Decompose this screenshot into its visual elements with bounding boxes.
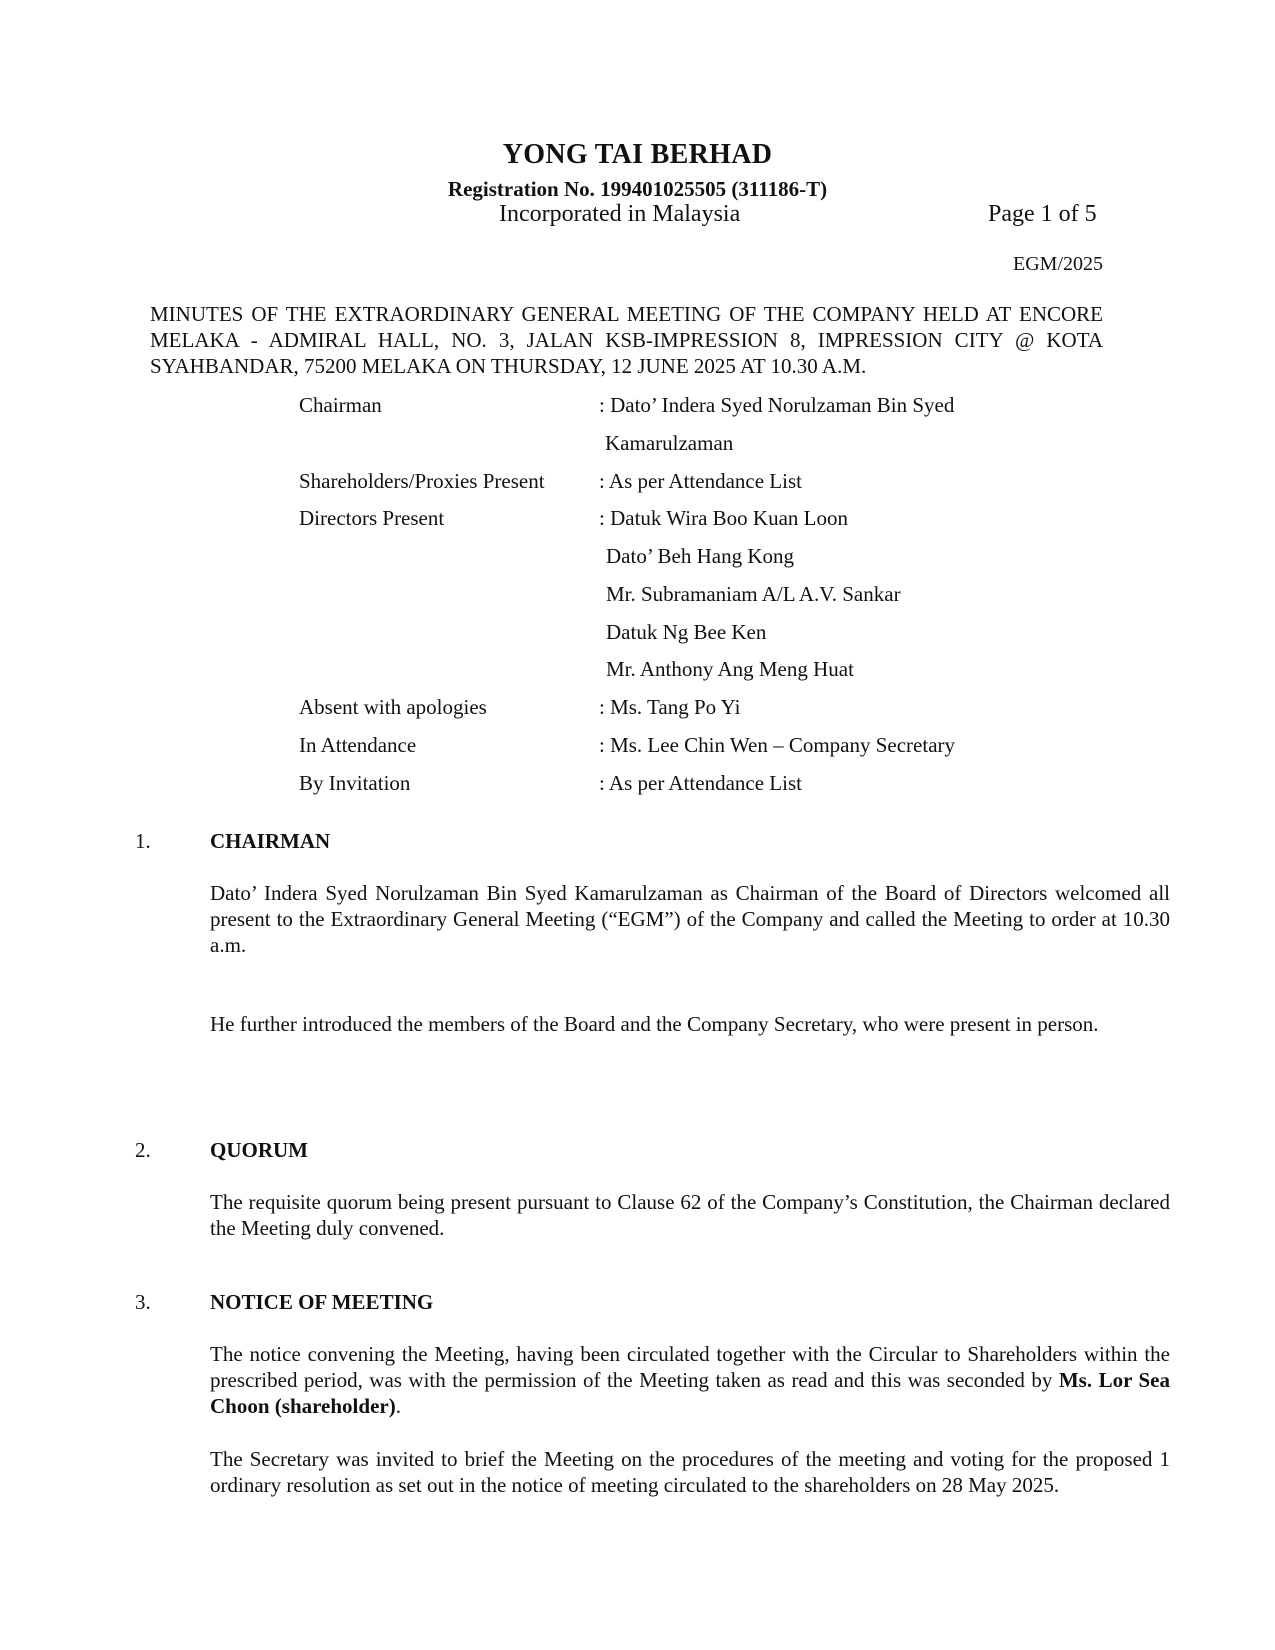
company-name: YONG TAI BERHAD — [502, 139, 773, 170]
registration-number: Registration No. 199401025505 (311186-T) — [447, 177, 828, 201]
chairman-value-line2: Kamarulzaman — [605, 431, 734, 455]
section-number: 3. — [135, 1290, 151, 1314]
director-item: : Datuk Wira Boo Kuan Loon — [599, 506, 848, 530]
section-number: 2. — [135, 1138, 151, 1162]
minutes-title: MINUTES OF THE EXTRAORDINARY GENERAL MEETING OF THE COMPANY HELD AT ENCORE MELAKA - ADMIRAL HALL, NO. 3, JALAN KSB-IMPRESSION 8, IMPRESSION CITY @ KOTA SYAHBANDAR, 75200 MELAKA ON THURSDAY, 12 JUNE 2025 AT 10.30 A.M. — [150, 302, 1103, 378]
director-item: Mr. Anthony Ang Meng Huat — [606, 657, 854, 681]
absent-value: : Ms. Tang Po Yi — [599, 695, 741, 719]
incorporation-note: Incorporated in Malaysia — [499, 201, 741, 227]
absent-label: Absent with apologies — [299, 695, 487, 719]
section-heading-quorum: QUORUM — [210, 1138, 308, 1162]
chairman-value-line1: : Dato’ Indera Syed Norulzaman Bin Syed — [599, 393, 955, 417]
in-attendance-label: In Attendance — [299, 733, 417, 757]
section-paragraph: The requisite quorum being present pursuant to Clause 62 of the Company’s Constitution, the Chairman declared the Meeting duly convened. — [210, 1190, 1170, 1240]
invitation-label: By Invitation — [299, 771, 411, 795]
chairman-label: Chairman — [299, 393, 382, 417]
section-heading-chairman: CHAIRMAN — [210, 829, 331, 853]
page-number: Page 1 of 5 — [988, 201, 1097, 227]
section-heading-notice: NOTICE OF MEETING — [210, 1290, 434, 1314]
shareholders-label: Shareholders/Proxies Present — [299, 469, 545, 493]
section-number: 1. — [135, 829, 151, 853]
section-paragraph: He further introduced the members of the Board and the Company Secretary, who were present in person. — [210, 1012, 1099, 1036]
shareholders-value: : As per Attendance List — [599, 469, 802, 493]
seconder-name: Ms. Lor Sea Choon (shareholder) — [210, 1368, 1170, 1418]
director-item: Dato’ Beh Hang Kong — [606, 544, 794, 568]
director-item: Datuk Ng Bee Ken — [606, 620, 767, 644]
directors-label: Directors Present — [299, 506, 445, 530]
invitation-value: : As per Attendance List — [599, 771, 802, 795]
section-paragraph: The Secretary was invited to brief the Meeting on the procedures of the meeting and voting for the proposed 1 ordinary resolution as set out in the notice of meeting circulated to the shareholders on 28 May 2025. — [210, 1447, 1170, 1497]
document-reference: EGM/2025 — [1013, 253, 1103, 275]
section-paragraph: Dato’ Indera Syed Norulzaman Bin Syed Kamarulzaman as Chairman of the Board of Directors welcomed all present to the Extraordinary General Meeting (“EGM”) of the Company and called the Meeting to order at 10.30 a.m. — [210, 881, 1170, 957]
section-paragraph: The notice convening the Meeting, having been circulated together with the Circular to Shareholders within the prescribed period, was with the permission of the Meeting taken as read and this was seconded by Ms. Lor Sea Choon (shareholder). — [210, 1342, 1170, 1418]
in-attendance-value: : Ms. Lee Chin Wen – Company Secretary — [599, 733, 956, 757]
director-item: Mr. Subramaniam A/L A.V. Sankar — [606, 582, 901, 606]
